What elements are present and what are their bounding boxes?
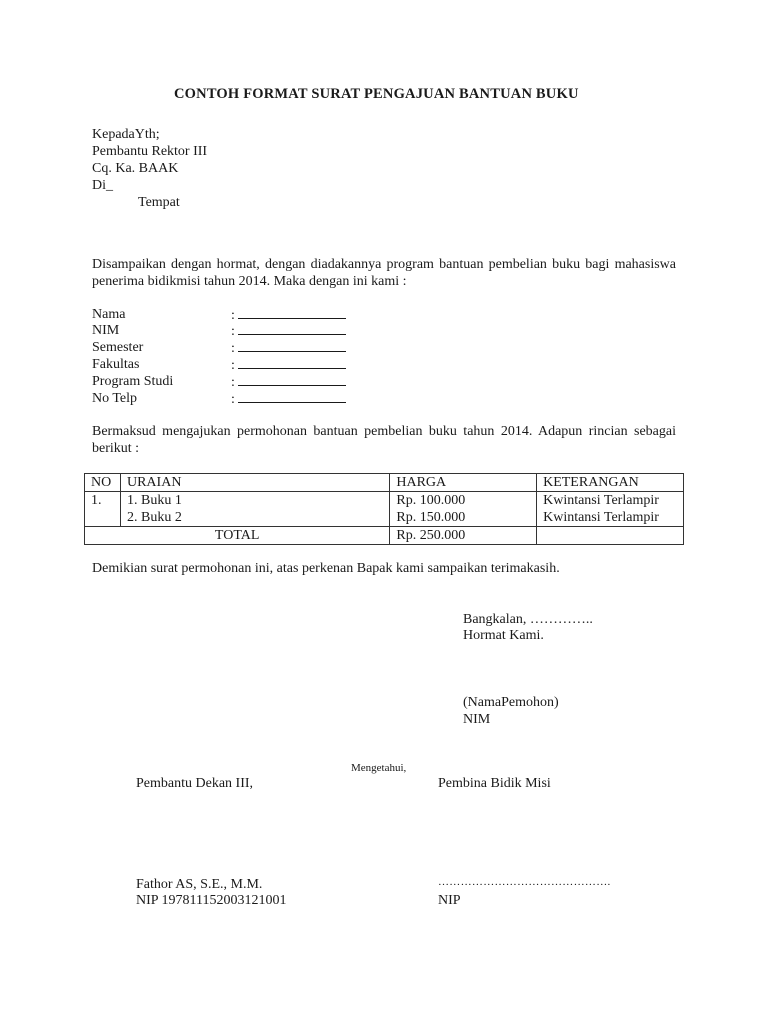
right-signer-nip: NIP <box>438 893 461 908</box>
item-uraian: 1. Buku 1 <box>126 493 182 508</box>
total-label: TOTAL <box>85 527 390 545</box>
row-number: 1. <box>85 492 121 527</box>
uraian-cell <box>120 492 389 527</box>
blank-line <box>238 339 346 352</box>
document-title: CONTOH FORMAT SURAT PENGAJUAN BANTUAN BUKU <box>174 86 579 102</box>
purpose-paragraph: Bermaksud mengajukan permohonan bantuan pembelian buku tahun 2014. Adapun rincian sebagai berikut : <box>92 424 676 456</box>
item-harga: Rp. 100.000 <box>396 493 466 508</box>
total-empty-cell <box>537 527 684 545</box>
blank-line <box>238 356 346 369</box>
header-no: NO <box>85 474 121 492</box>
sender-name: (NamaPemohon) <box>463 695 559 710</box>
field-label-nama: Nama <box>92 307 126 322</box>
field-value-fakultas[interactable] <box>231 356 346 374</box>
blank-line <box>238 373 346 386</box>
table-header-row <box>85 474 684 492</box>
total-value: Rp. 250.000 <box>390 527 537 545</box>
closing-paragraph: Demikian surat permohonan ini, atas perkenan Bapak kami sampaikan terimakasih. <box>92 561 560 576</box>
item-harga: Rp. 150.000 <box>396 510 466 525</box>
field-label-fakultas: Fakultas <box>92 357 140 372</box>
header-uraian: URAIAN <box>120 474 389 492</box>
recipient-line: Di_ <box>92 178 113 193</box>
field-separator: : <box>231 358 235 373</box>
table-total-row <box>85 527 684 545</box>
approval-heading: Mengetahui, <box>351 762 407 774</box>
field-label-program-studi: Program Studi <box>92 374 174 389</box>
place-date: Bangkalan, ………….. <box>463 612 593 627</box>
blank-line <box>238 306 346 319</box>
blank-line <box>238 322 346 335</box>
item-uraian: 2. Buku 2 <box>126 510 182 525</box>
right-signer-name: ………………………………………. <box>438 876 611 888</box>
field-label-no-telp: No Telp <box>92 391 138 406</box>
field-value-semester[interactable] <box>231 339 346 357</box>
right-signer-title: Pembina Bidik Misi <box>438 776 551 791</box>
left-signer-nip: NIP 197811152003121001 <box>136 893 287 908</box>
harga-cell <box>390 492 537 527</box>
item-keterangan: Kwintansi Terlampir <box>543 510 659 525</box>
table-row <box>85 492 684 527</box>
regards: Hormat Kami. <box>463 628 544 643</box>
field-value-no-telp[interactable] <box>231 390 346 408</box>
details-table <box>84 473 684 545</box>
field-value-nim[interactable] <box>231 322 346 340</box>
left-signer-name: Fathor AS, S.E., M.M. <box>136 877 263 892</box>
field-separator: : <box>231 392 235 407</box>
blank-line <box>238 390 346 403</box>
recipient-place: Tempat <box>138 195 180 210</box>
recipient-line: Cq. Ka. BAAK <box>92 161 179 176</box>
field-separator: : <box>231 308 235 323</box>
item-keterangan: Kwintansi Terlampir <box>543 493 659 508</box>
sender-nim: NIM <box>463 712 491 727</box>
field-label-semester: Semester <box>92 340 144 355</box>
field-separator: : <box>231 324 235 339</box>
header-keterangan: KETERANGAN <box>537 474 684 492</box>
intro-paragraph: Disampaikan dengan hormat, dengan diadakannya program bantuan pembelian buku bagi mahasiswa penerima bidikmisi tahun 2014. Maka dengan ini kami : <box>92 257 676 289</box>
field-separator: : <box>231 375 235 390</box>
keterangan-cell <box>537 492 684 527</box>
field-label-nim: NIM <box>92 323 120 338</box>
recipient-line: KepadaYth; <box>92 127 160 142</box>
recipient-line: Pembantu Rektor III <box>92 144 208 159</box>
header-harga: HARGA <box>390 474 537 492</box>
field-separator: : <box>231 341 235 356</box>
left-signer-title: Pembantu Dekan III, <box>136 776 254 791</box>
field-value-program-studi[interactable] <box>231 373 346 391</box>
